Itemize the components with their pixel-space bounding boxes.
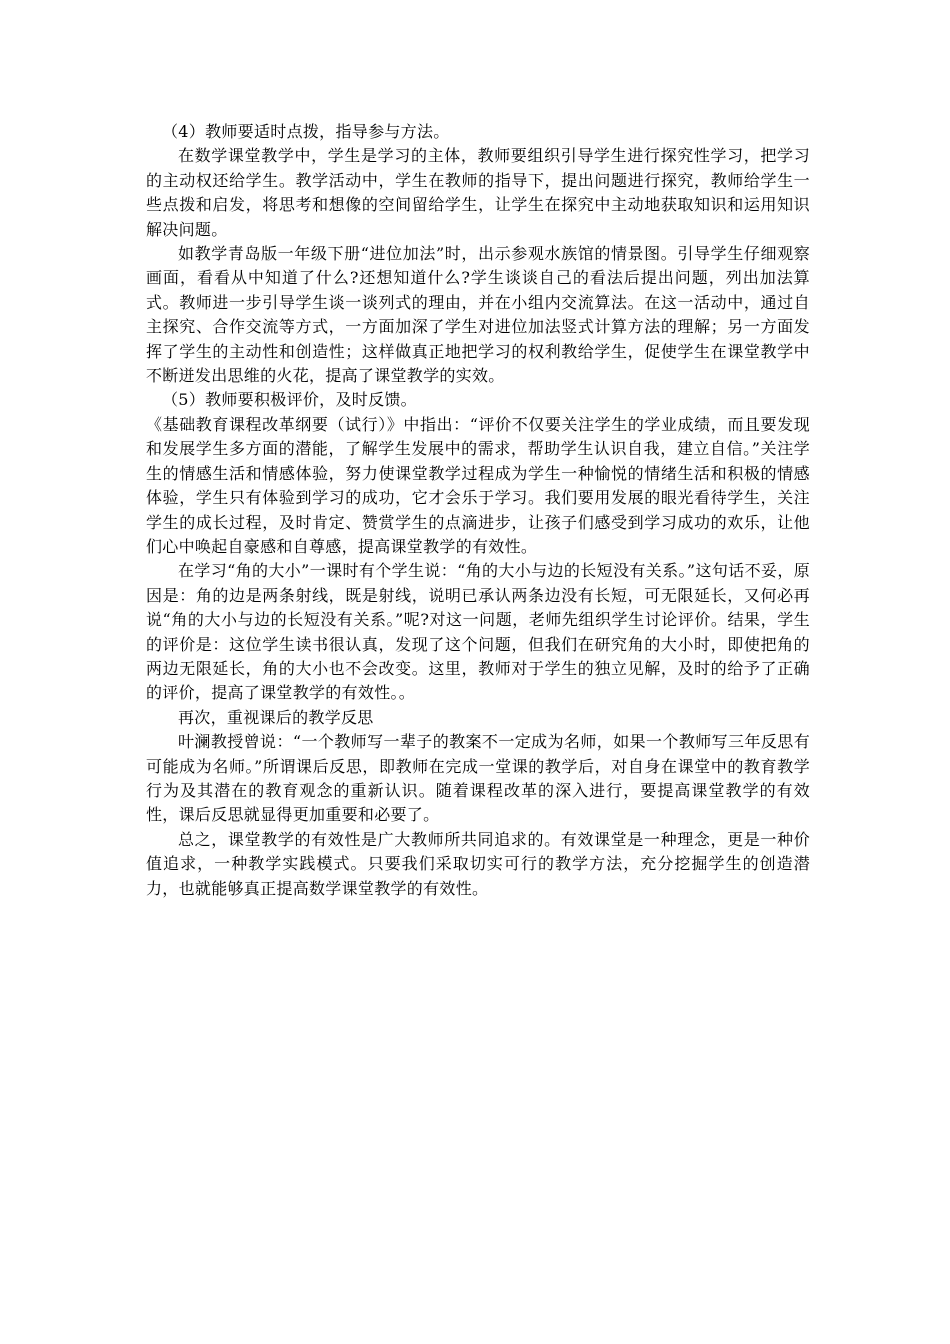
section-heading-reflection: 再次，重视课后的教学反思 bbox=[178, 707, 374, 727]
conclusion-paragraph: 总之，课堂教学的有效性是广大教师所共同追求的。有效课堂是一种理念，更是一种价值追求，一种教学实践模式。只要我们采取切实可行的教学方法，充分挖掘学生的创造潜力，也就能够真正提高数学课堂教学的有效性。 bbox=[146, 829, 810, 898]
paragraph: 在数学课堂教学中，学生是学习的主体，教师要组织引导学生进行探究性学习，把学习的主动权还给学生。教学活动中，学生在教师的指导下，提出问题进行探究，教师给学生一些点拨和启发，将思考和想像的空间留给学生，让学生在探究中主动地获取知识和运用知识解决问题。 bbox=[146, 146, 810, 239]
paragraph: 如教学青岛版一年级下册“进位加法”时，出示参观水族馆的情景图。引导学生仔细观察画面，看看从中知道了什么?还想知道什么?学生谈谈自己的看法后提出问题，列出加法算式。教师进一步引导学生谈一谈列式的理由，并在小组内交流算法。在这一活动中，通过自主探究、合作交流等方式，一方面加深了学生对进位加法竖式计算方法的理解；另一方面发挥了学生的主动性和创造性；这样做真正地把学习的权利教给学生，促使学生在课堂教学中不断迸发出思维的火花，提高了课堂教学的实效。 bbox=[146, 244, 810, 386]
document-body bbox=[146, 120, 810, 901]
paragraph: 在学习“角的大小”一课时有个学生说：“角的大小与边的长短没有关系。”这句话不妥，原因是：角的边是两条射线，既是射线，说明已承认两条边没有长短，可无限延长，又何必再说“角的大小与边的长短没有关系。”呢?对这一问题，老师先组织学生讨论评价。结果，学生的评价是：这位学生读书很认真，发现了这个问题，但我们在研究角的大小时，即使把角的两边无限延长，角的大小也不会改变。这里，教师对于学生的独立见解，及时的给予了正确的评价，提高了课堂教学的有效性。。 bbox=[146, 561, 810, 703]
paragraph: 叶澜教授曾说：“一个教师写一辈子的教案不一定成为名师，如果一个教师写三年反思有可能成为名师。”所谓课后反思，即教师在完成一堂课的教学后，对自身在课堂中的教育教学行为及其潜在的教育观念的重新认识。随着课程改革的深入进行，要提高课堂教学的有效性，课后反思就显得更加重要和必要了。 bbox=[146, 732, 810, 825]
section-heading-4: （4）教师要适时点拨，指导参与方法。 bbox=[162, 122, 450, 141]
paragraph: 《基础教育课程改革纲要（试行）》中指出：“评价不仅要关注学生的学业成绩，而且要发现和发展学生多方面的潜能，了解学生发展中的需求，帮助学生认识自我，建立自信。”关注学生的情感生活和情感体验，努力使课堂教学过程成为学生一种愉悦的情绪生活和积极的情感体验，学生只有体验到学习的成功，它才会乐于学习。我们要用发展的眼光看待学生，关注学生的成长过程，及时肯定、赞赏学生的点滴进步，让孩子们感受到学习成功的欢乐，让他们心中唤起自豪感和自尊感，提高课堂教学的有效性。 bbox=[146, 414, 810, 556]
section-heading-5: （5）教师要积极评价，及时反馈。 bbox=[162, 390, 417, 410]
